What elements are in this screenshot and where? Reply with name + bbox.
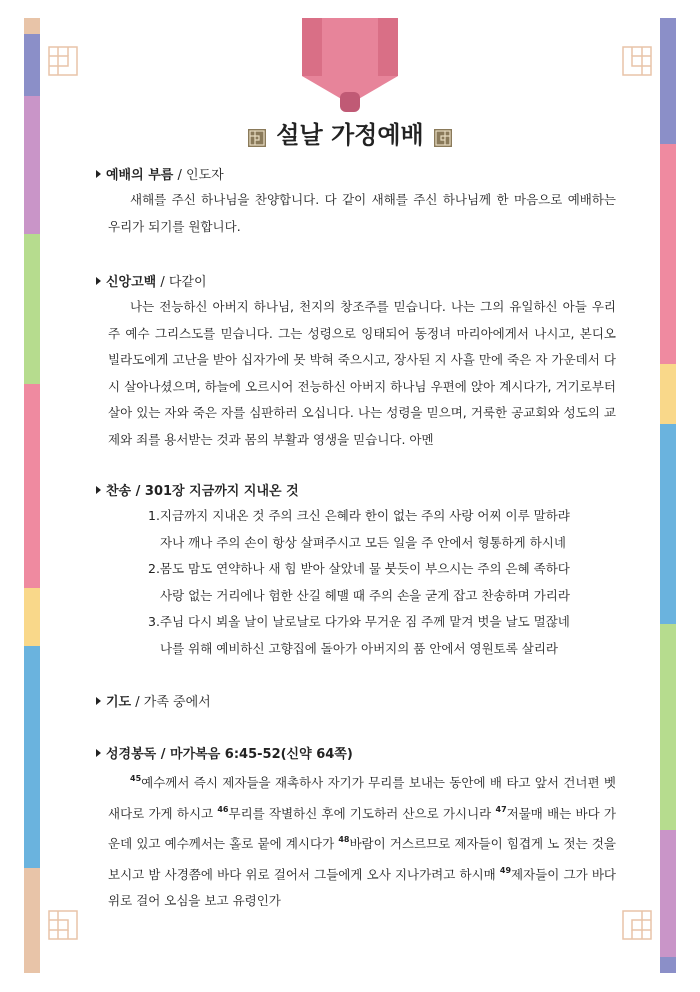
section-text: 새해를 주신 하나님을 찬양합니다. 다 같이 새해를 주신 하나님께 한 마음으로 예배하는 우리가 되기를 원합니다. xyxy=(108,192,616,234)
section-call-to-worship xyxy=(96,165,616,240)
section-text: 나는 전능하신 아버지 하나님, 천지의 창조주를 믿습니다. 나는 그의 유일하신 아들 우리 주 예수 그리스도를 믿습니다. 그는 성령으로 잉태되어 동정녀 마리아에게서 나시고, 본디오 빌라도에게 고난을 받아 십자가에 못 박혀 죽으시고, 장사된 지 사흘 만에 죽은 자 가운데서 다시 살아나셨으며, 하늘에 오르시어 전능하신 아버지 하나님 우편에 앉아 계시다가, 거기로부터 살아 있는 자와 죽은 자를 심판하러 오십니다. 나는 성령을 믿으며, 거룩한 공교회와 성도의 교제와 죄를 용서받는 것과 몸의 부활과 영생을 믿습니다. 아멘 xyxy=(108,299,616,447)
section-prayer xyxy=(96,692,616,714)
section-heading: 찬송 / 301장 지금까지 지내온 것 xyxy=(96,481,616,503)
bible-passage xyxy=(96,766,616,915)
verse-text: 저물매 배는 바다 가운데 있고 예수께서는 홀로 뭍에 계시다가 xyxy=(108,805,616,851)
lattice-ornament-icon xyxy=(248,124,266,142)
triangle-bullet-icon xyxy=(96,697,101,705)
verse-text: 바람이 거스르므로 제자들이 힘겹게 노 젓는 것을 보시고 밤 사경쯤에 바다 위로 걸어서 그들에게 오사 지나가려고 하시매 xyxy=(108,836,616,882)
triangle-bullet-icon xyxy=(96,749,101,757)
corner-lattice-icon xyxy=(622,46,652,76)
hymn-line: 1.지금까지 지내온 것 주의 크신 은혜라 한이 없는 주의 사랑 어찌 이루 말하랴 xyxy=(148,508,570,523)
verse-number: 47 xyxy=(495,804,507,814)
hymn-lyrics xyxy=(96,503,616,662)
section-heading: 성경봉독 / 마가복음 6:45-52(신약 64쪽) xyxy=(96,744,616,766)
verse-number: 45 xyxy=(130,774,142,783)
section-heading: 기도 / 가족 중에서 xyxy=(96,692,616,714)
verse-text: 예수께서 즉시 제자들을 재촉하사 자기가 무리를 보내는 동안에 배 타고 앞서 건너편 벳새다로 가게 하시고 xyxy=(108,775,616,821)
hymn-line: 3.주님 다시 뵈올 날이 날로날로 다가와 무거운 짐 주께 맡겨 벗을 날도 멀잖네 xyxy=(148,614,570,629)
hymn-line: 나를 위해 예비하신 고향집에 돌아가 아버지의 품 안에서 영원토록 살리라 xyxy=(160,640,559,656)
triangle-bullet-icon xyxy=(96,277,101,285)
ribbon-decoration-icon xyxy=(302,18,398,117)
verse-number: 48 xyxy=(338,835,350,844)
verse-text: 무리를 작별하신 후에 기도하러 산으로 가시니라 xyxy=(228,805,496,821)
section-heading: 신앙고백 / 다같이 xyxy=(96,272,616,294)
page-title: 설날 가정예배 xyxy=(276,120,424,149)
triangle-bullet-icon xyxy=(96,170,101,178)
title-block xyxy=(0,115,700,151)
hymn-line: 자나 깨나 주의 손이 항상 살펴주시고 모든 일을 주 안에서 형통하게 하시네 xyxy=(160,534,566,550)
section-hymn xyxy=(96,481,616,662)
section-heading: 예배의 부름 / 인도자 xyxy=(96,165,616,187)
section-creed xyxy=(96,272,616,453)
hymn-line: 2.몸도 맘도 연약하나 새 힘 받아 살았네 물 붓듯이 부으시는 주의 은혜 족하다 xyxy=(148,561,570,576)
section-bible-reading xyxy=(96,744,616,915)
corner-lattice-icon xyxy=(48,910,78,940)
verse-number: 49 xyxy=(499,865,512,875)
lattice-ornament-icon xyxy=(434,124,452,142)
verse-number: 46 xyxy=(217,804,229,814)
verse-text: 제자들이 그가 바다 위로 걸어 오심을 보고 유령인가 xyxy=(108,866,616,908)
corner-lattice-icon xyxy=(622,910,652,940)
triangle-bullet-icon xyxy=(96,486,101,494)
corner-lattice-icon xyxy=(48,46,78,76)
hymn-line: 사랑 없는 거리에나 험한 산길 헤맬 때 주의 손을 굳게 잡고 찬송하며 가리라 xyxy=(160,587,570,603)
